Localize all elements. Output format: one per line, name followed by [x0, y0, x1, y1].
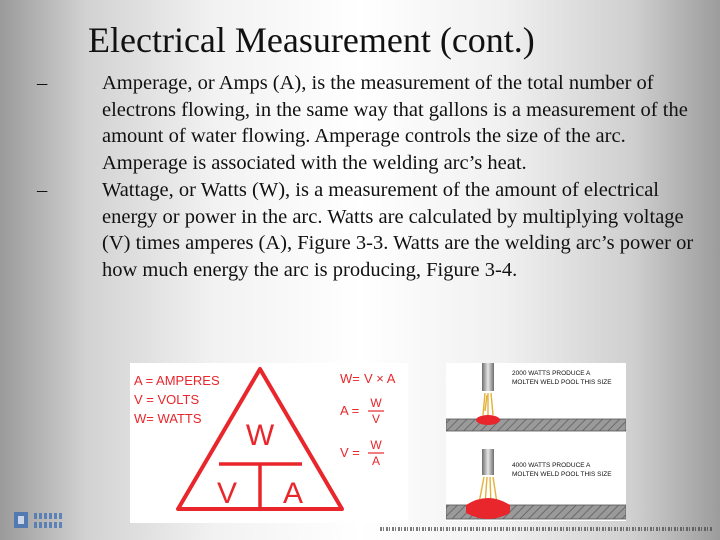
triangle-w: W [245, 419, 275, 452]
weld-pool-large [466, 498, 510, 519]
bullet-list [37, 70, 697, 284]
weld-pool-diagram [446, 363, 626, 521]
watts-formula-figure [130, 363, 408, 523]
base-metal-top [446, 419, 626, 431]
legend-volts: V = VOLTS [134, 392, 200, 407]
formulas [340, 371, 396, 468]
formula-diagram [130, 363, 408, 523]
formula-a-den: V [371, 412, 381, 426]
electrode-top [482, 363, 494, 391]
electrode-bottom [482, 449, 494, 475]
formula-a-num: W [370, 396, 382, 410]
caption-top-line2: MOLTEN WELD POOL THIS SIZE [512, 379, 612, 386]
formula-w-lhs: W= [340, 371, 360, 386]
bullet-text: Amperage, or Amps (A), is the measurement of the total number of electrons flowing, in the same way that gallons is a measurement of the amount of water flowing. Amperage controls the size of the arc. Amperage is associated with the welding arc’s heat. [102, 72, 688, 174]
legend-amperes: A = AMPERES [134, 373, 220, 388]
power-triangle [178, 369, 342, 510]
bullet-wattage [37, 177, 697, 283]
triangle-a: A [282, 477, 304, 510]
formula-v-den: A [371, 454, 381, 468]
bullet-text: Wattage, or Watts (W), is a measurement of the amount of electrical energy or power in the arc. Watts are calculated by multiplying voltage (V) times amperes (A), Figure 3-3. Watts are the welding arc’s power or how much energy the arc is producing, Figure 3-4. [102, 179, 694, 281]
bullet-amperage [37, 70, 697, 176]
caption-bottom-line1: 4000 WATTS PRODUCE A [512, 462, 591, 469]
bullet-marker: – [37, 179, 48, 201]
slide-title: Electrical Measurement (cont.) [88, 20, 535, 60]
weld-scenario-2000w [446, 363, 626, 431]
legend-watts: W= WATTS [134, 411, 202, 426]
caption-bottom-line2: MOLTEN WELD POOL THIS SIZE [512, 471, 612, 478]
publisher-logo-icon [12, 508, 86, 532]
caption-top-line1: 2000 WATTS PRODUCE A [512, 370, 591, 377]
footer-strip [380, 527, 712, 531]
triangle-v: V [216, 477, 238, 510]
formula-w-rhs: V × A [364, 371, 396, 386]
weld-scenario-4000w [446, 449, 626, 519]
bullet-marker: – [37, 72, 48, 94]
formula-v-num: W [370, 438, 382, 452]
arc-sparks-top [483, 393, 493, 417]
weld-pool-figure [446, 363, 626, 521]
formula-a-lhs: A = [340, 403, 360, 418]
weld-pool-small [476, 415, 500, 425]
formula-v-lhs: V = [340, 445, 360, 460]
